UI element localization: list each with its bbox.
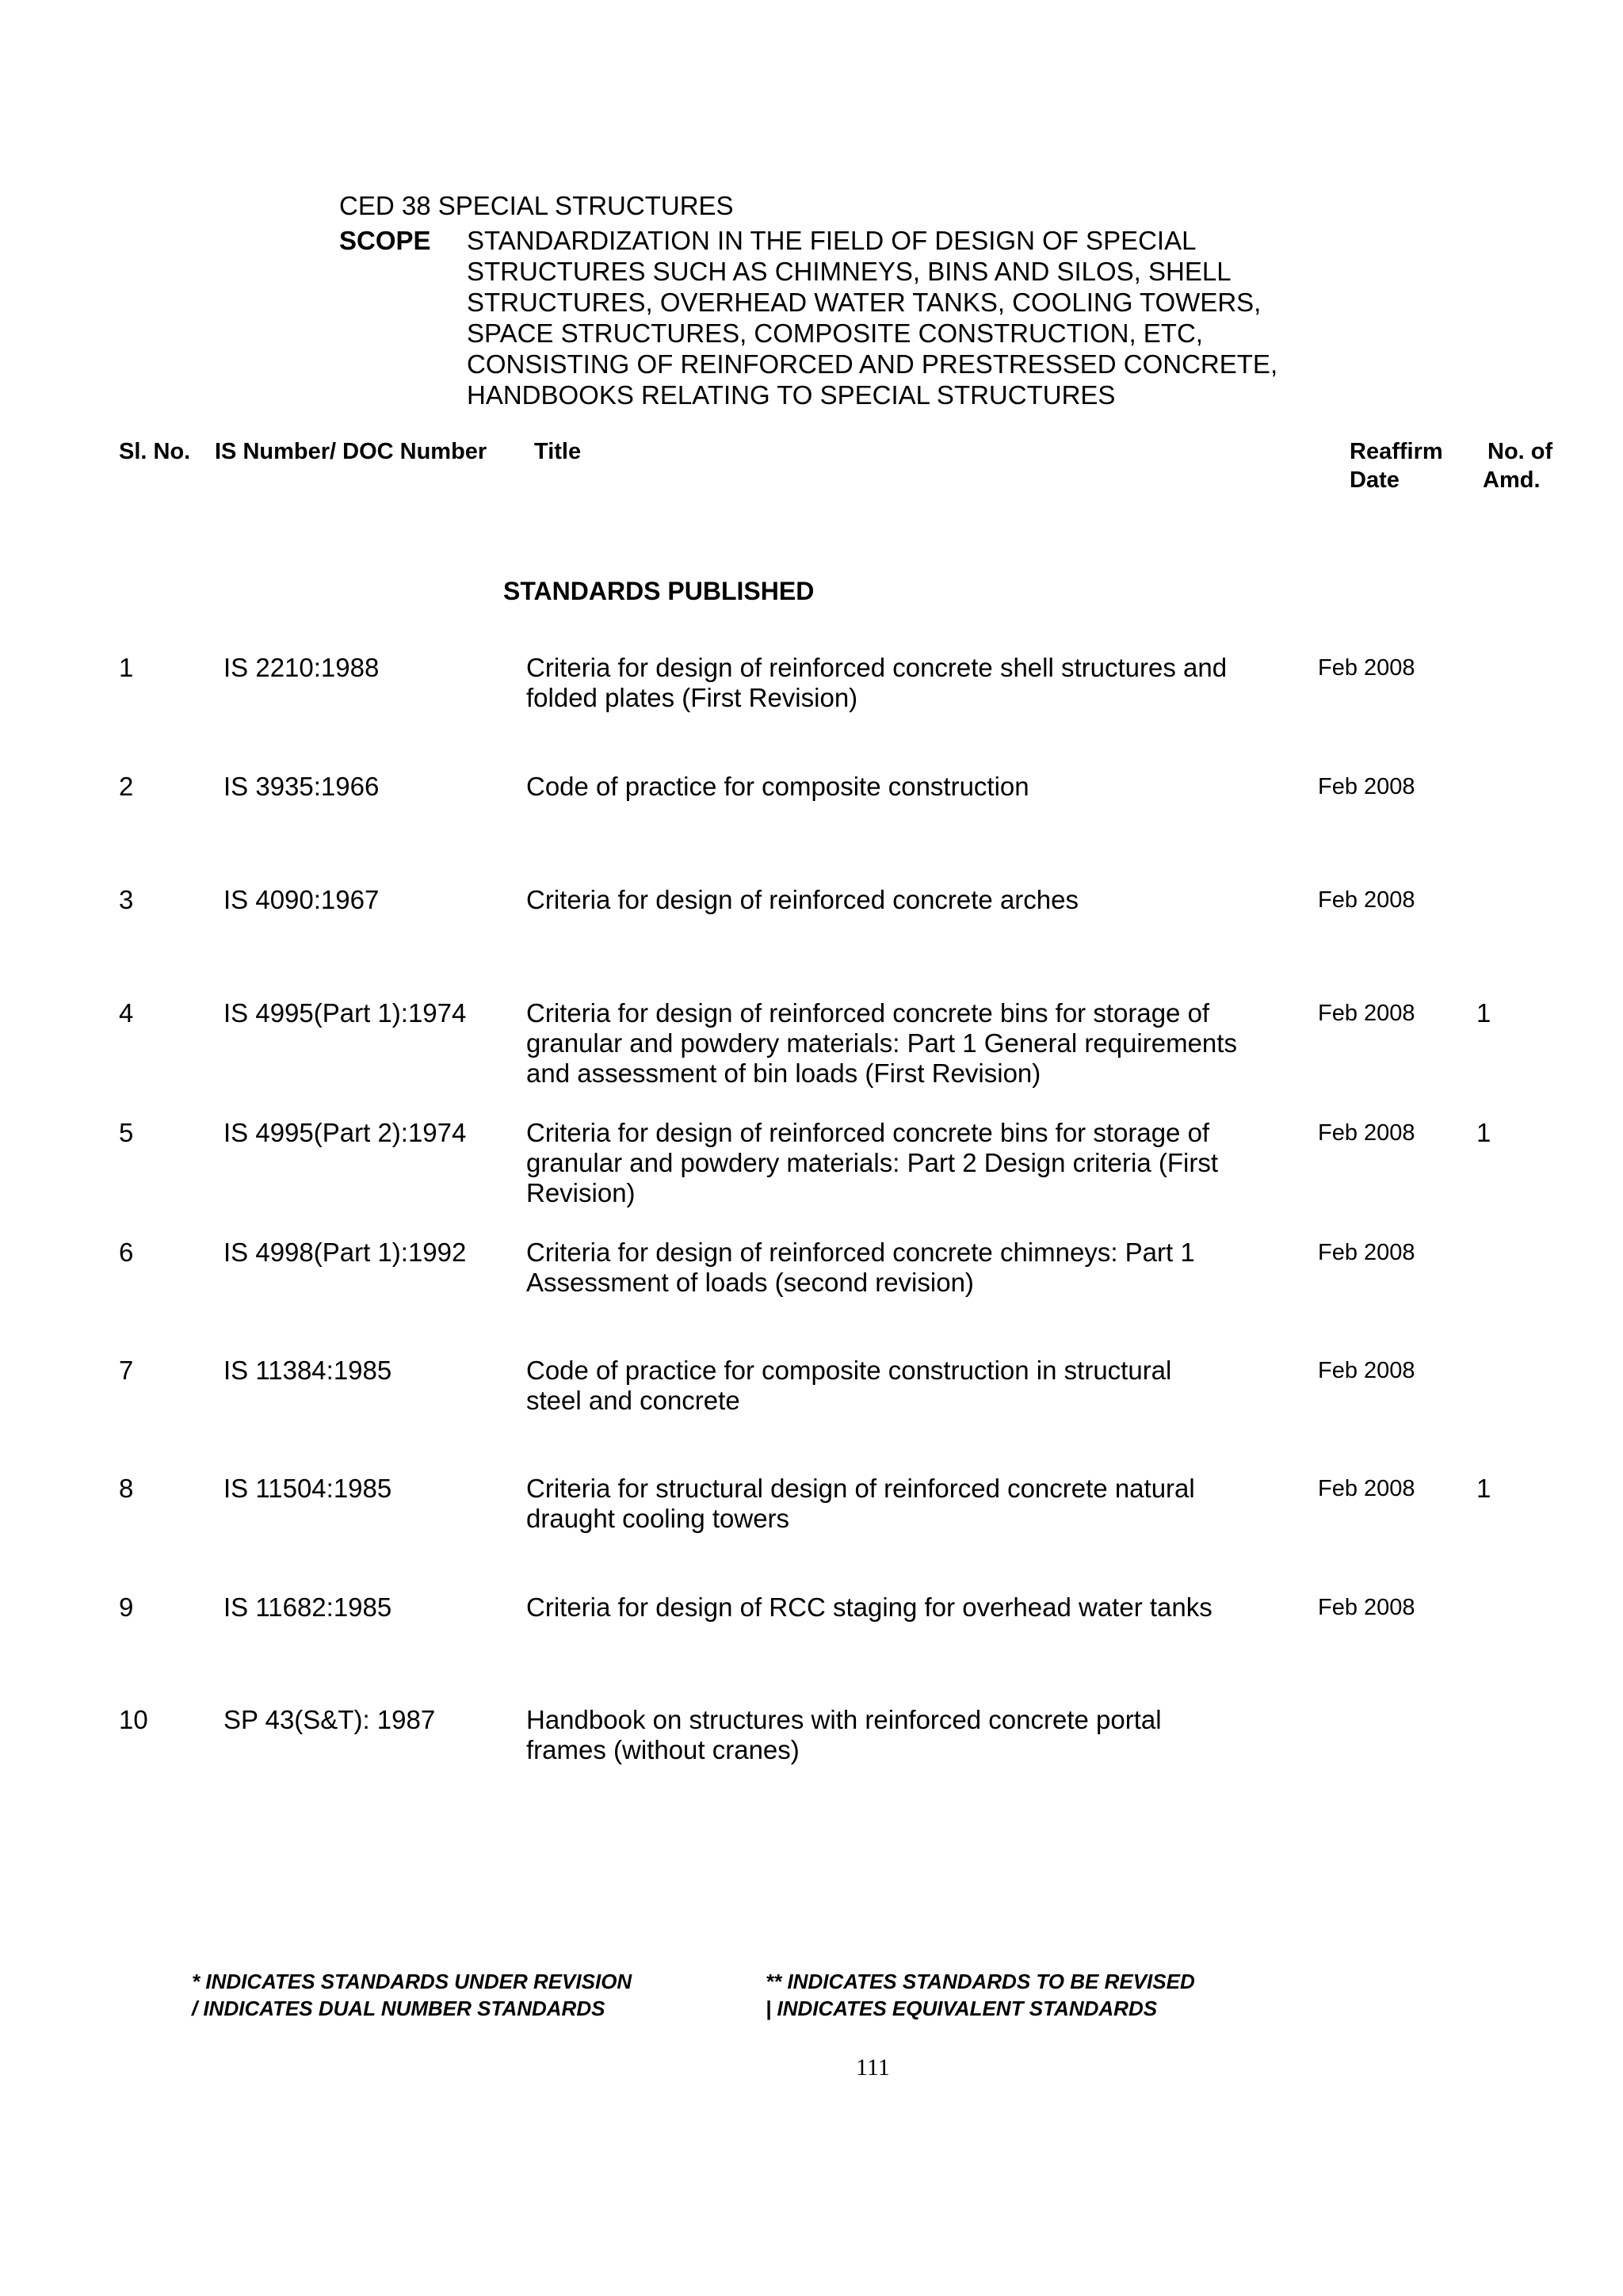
row-title-line: Criteria for design of reinforced concrete arches: [526, 885, 1079, 914]
scope-line: SPACE STRUCTURES, COMPOSITE CONSTRUCTION, ETC,: [467, 318, 1203, 348]
scope-line: HANDBOOKS RELATING TO SPECIAL STRUCTURES: [467, 380, 1116, 410]
row-title: [526, 1592, 1271, 1623]
legend-dual-number: / INDICATES DUAL NUMBER STANDARDS: [192, 1997, 605, 2020]
page-number: 111: [856, 2054, 890, 2081]
scope-text: [467, 225, 1277, 410]
row-reaffirm-date: Feb 2008: [1318, 1240, 1415, 1265]
row-title: [526, 885, 1271, 915]
row-title-line: Criteria for design of RCC staging for overhead water tanks: [526, 1592, 1212, 1622]
legend-equivalent: | INDICATES EQUIVALENT STANDARDS: [766, 1997, 1158, 2020]
row-title: [526, 772, 1271, 802]
row-sl-no: 7: [119, 1356, 134, 1385]
column-header-amendments-2: Amd.: [1483, 467, 1541, 493]
row-is-number: IS 4995(Part 1):1974: [223, 998, 467, 1028]
row-sl-no: 10: [119, 1705, 148, 1734]
row-is-number: IS 11384:1985: [223, 1356, 392, 1385]
row-is-number: IS 4995(Part 2):1974: [223, 1118, 467, 1147]
row-title: [526, 1705, 1271, 1765]
column-header-reaffirm-date: Date: [1350, 467, 1400, 493]
row-title-line: steel and concrete: [526, 1386, 740, 1415]
row-reaffirm-date: Feb 2008: [1318, 1001, 1415, 1026]
row-reaffirm-date: Feb 2008: [1318, 1476, 1415, 1501]
row-title-line: granular and powdery materials: Part 1 General requirements: [526, 1028, 1237, 1058]
row-sl-no: 9: [119, 1592, 134, 1622]
row-reaffirm-date: Feb 2008: [1318, 887, 1415, 913]
row-is-number: IS 11504:1985: [223, 1474, 392, 1503]
row-title-line: Criteria for design of reinforced concrete chimneys: Part 1: [526, 1238, 1195, 1267]
row-title-line: granular and powdery materials: Part 2 Design criteria (First: [526, 1148, 1219, 1177]
row-sl-no: 8: [119, 1474, 134, 1503]
scope-line: STANDARDIZATION IN THE FIELD OF DESIGN OF SPECIAL: [467, 226, 1197, 255]
row-reaffirm-date: Feb 2008: [1318, 655, 1415, 681]
row-title-line: frames (without cranes): [526, 1735, 800, 1764]
row-sl-no: 1: [119, 653, 134, 682]
section-heading: STANDARDS PUBLISHED: [503, 577, 815, 605]
row-title-line: draught cooling towers: [526, 1504, 790, 1533]
column-header-number: IS Number/ DOC Number: [215, 439, 487, 464]
row-sl-no: 4: [119, 998, 134, 1028]
row-title-line: Criteria for design of reinforced concrete shell structures and: [526, 653, 1228, 682]
row-title: [526, 998, 1271, 1089]
scope-line: STRUCTURES SUCH AS CHIMNEYS, BINS AND SILOS, SHELL: [467, 257, 1232, 286]
column-header-sl-no: Sl. No.: [119, 439, 191, 464]
row-title-line: Assessment of loads (second revision): [526, 1268, 974, 1297]
column-header-reaffirm: Reaffirm: [1350, 439, 1443, 464]
row-sl-no: 6: [119, 1238, 134, 1267]
row-title-line: Handbook on structures with reinforced concrete portal: [526, 1705, 1162, 1734]
row-title: [526, 653, 1271, 713]
row-is-number: SP 43(S&T): 1987: [223, 1705, 436, 1734]
row-is-number: IS 4090:1967: [223, 885, 380, 914]
row-title-line: and assessment of bin loads (First Revision): [526, 1058, 1041, 1088]
row-title: [526, 1118, 1271, 1208]
row-sl-no: 5: [119, 1118, 134, 1147]
row-reaffirm-date: Feb 2008: [1318, 1120, 1415, 1146]
scope-line: CONSISTING OF REINFORCED AND PRESTRESSED CONCRETE,: [467, 349, 1278, 379]
row-title-line: folded plates (First Revision): [526, 683, 858, 712]
row-is-number: IS 4998(Part 1):1992: [223, 1238, 467, 1267]
row-is-number: IS 2210:1988: [223, 653, 380, 682]
legend-under-revision: * INDICATES STANDARDS UNDER REVISION: [192, 1970, 632, 1993]
committee-title: CED 38 SPECIAL STRUCTURES: [339, 191, 734, 220]
row-sl-no: 3: [119, 885, 134, 914]
row-amendments: 1: [1476, 1474, 1491, 1503]
row-amendments: 1: [1476, 1118, 1491, 1147]
row-is-number: IS 3935:1966: [223, 772, 380, 801]
row-title: [526, 1238, 1271, 1298]
row-sl-no: 2: [119, 772, 134, 801]
row-reaffirm-date: Feb 2008: [1318, 1595, 1415, 1620]
scope-label: SCOPE: [339, 226, 431, 255]
row-title-line: Criteria for design of reinforced concrete bins for storage of: [526, 998, 1210, 1028]
scope-line: STRUCTURES, OVERHEAD WATER TANKS, COOLING TOWERS,: [467, 288, 1262, 317]
row-is-number: IS 11682:1985: [223, 1592, 392, 1622]
row-reaffirm-date: Feb 2008: [1318, 1358, 1415, 1383]
legend-to-be-revised: ** INDICATES STANDARDS TO BE REVISED: [766, 1970, 1195, 1993]
column-header-amendments: No. of: [1487, 439, 1553, 464]
row-title-line: Code of practice for composite construction: [526, 772, 1029, 801]
row-title-line: Code of practice for composite construction in structural: [526, 1356, 1172, 1385]
row-amendments: 1: [1476, 998, 1491, 1028]
row-reaffirm-date: Feb 2008: [1318, 774, 1415, 799]
row-title-line: Revision): [526, 1178, 636, 1207]
row-title: [526, 1474, 1271, 1534]
row-title-line: Criteria for design of reinforced concrete bins for storage of: [526, 1118, 1210, 1147]
column-header-title: Title: [534, 439, 582, 464]
row-title: [526, 1356, 1271, 1416]
row-title-line: Criteria for structural design of reinforced concrete natural: [526, 1474, 1195, 1503]
